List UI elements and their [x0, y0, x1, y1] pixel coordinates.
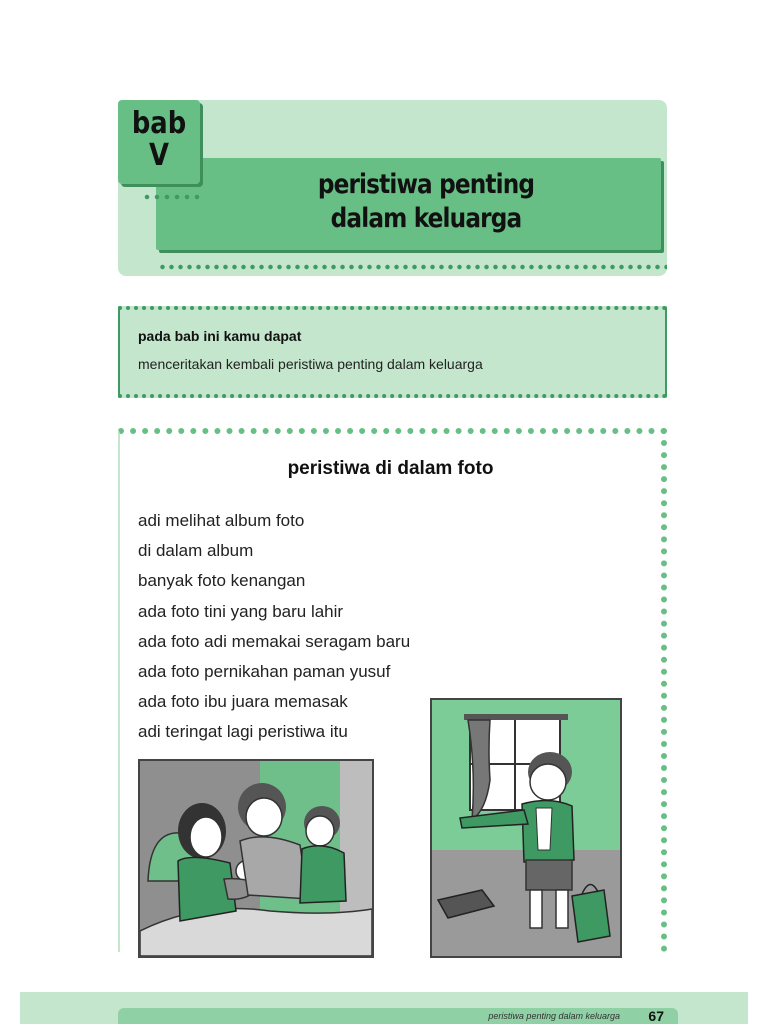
boy-uniform-illustration: [430, 698, 622, 958]
chapter-title-band: [156, 158, 661, 250]
footer-tab: [118, 1008, 678, 1024]
reading-card: [118, 428, 667, 952]
learning-goal-text: menceritakan kembali peristiwa penting dalam keluarga: [138, 356, 483, 372]
chapter-header: [118, 100, 667, 276]
chapter-title-line2: dalam keluarga: [330, 203, 522, 234]
family-newborn-illustration: [138, 759, 374, 958]
reading-line: ada foto tini yang baru lahir: [138, 601, 344, 621]
reading-line: adi melihat album foto: [138, 511, 305, 530]
page-number: 67: [648, 1008, 664, 1024]
chapter-title: [297, 168, 555, 236]
learning-goal-heading: pada bab ini kamu dapat: [138, 328, 302, 344]
chapter-title-line1: peristiwa penting: [317, 169, 535, 200]
header-dotted-rule: [158, 264, 667, 270]
reading-title: peristiwa di dalam foto: [287, 458, 494, 479]
learning-goal-box: [118, 306, 667, 398]
chapter-badge: [118, 100, 200, 184]
reading-line: adi teringat lagi peristiwa itu: [138, 722, 348, 742]
reading-text: [138, 506, 410, 748]
chapter-number: V: [149, 138, 169, 173]
chapter-label: bab: [131, 106, 187, 141]
reading-line: di dalam album: [138, 541, 254, 561]
running-title: peristiwa penting dalam keluarga: [488, 1011, 620, 1021]
badge-dotted-rule: [142, 194, 202, 200]
page-footer: [20, 992, 748, 1024]
reading-line: ada foto adi memakai seragam baru: [138, 631, 411, 651]
reading-line: ada foto ibu juara memasak: [138, 692, 348, 712]
reading-line: banyak foto kenangan: [138, 571, 306, 591]
reading-line: ada foto pernikahan paman yusuf: [138, 662, 391, 682]
